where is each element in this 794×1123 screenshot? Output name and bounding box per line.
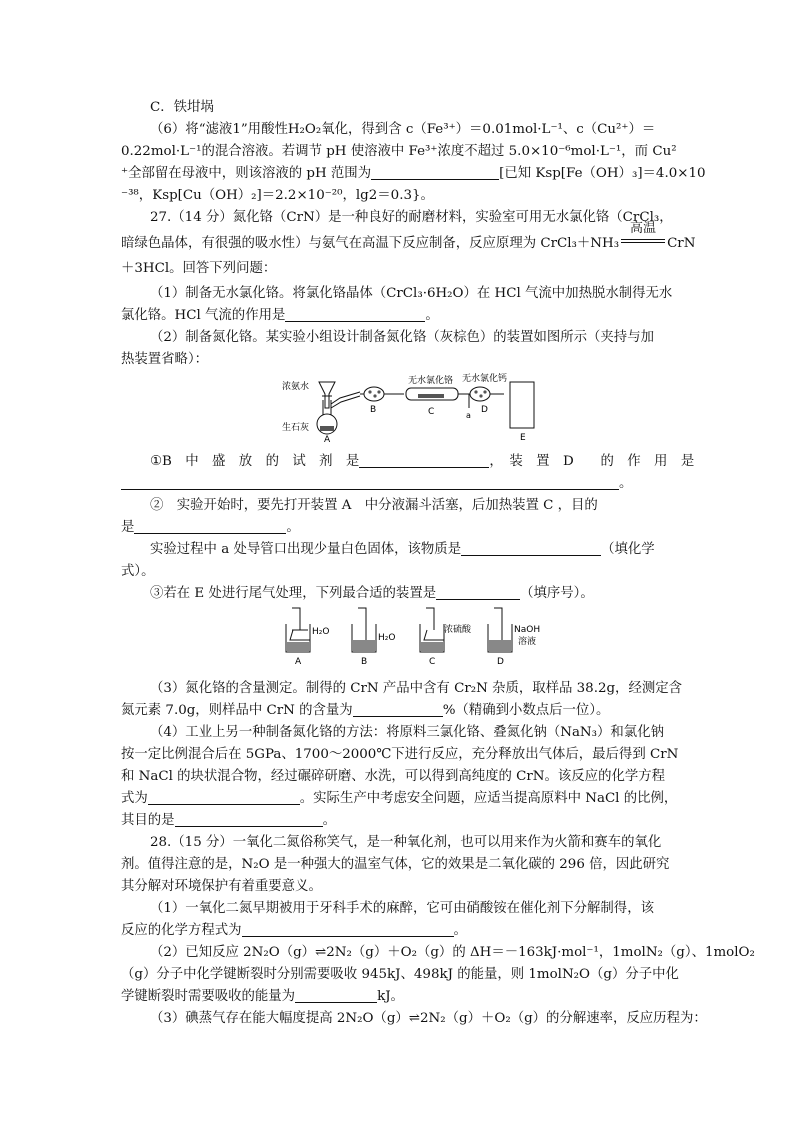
label-ammonia: 浓氨水: [282, 382, 310, 392]
answer-blank[interactable]: [359, 453, 489, 468]
label-lime: 生石灰: [282, 423, 310, 433]
text-line: 其分解对环境保护有着重要意义。: [121, 879, 322, 894]
answer-blank[interactable]: [353, 702, 443, 717]
answer-blank[interactable]: [295, 988, 377, 1003]
answer-blank[interactable]: [285, 307, 425, 322]
text-line: 学键断裂时需要吸收的能量为 kJ。: [121, 989, 404, 1004]
answer-blank[interactable]: [175, 812, 323, 827]
label-cacl2: 无水氯化钙: [462, 374, 508, 384]
answer-blank[interactable]: [134, 519, 286, 534]
reaction-arrow: 高温: [621, 233, 665, 255]
text-line: 式）。: [121, 564, 155, 579]
label-b: B: [370, 405, 377, 415]
option-d-liquid: NaOH: [514, 625, 541, 635]
answer-blank[interactable]: [121, 475, 619, 490]
text-line: （4）工业上另一种制备氮化铬的方法：将原料三氯化铬、叠氮化钠（NaN₃）和氯化钠: [150, 725, 664, 740]
option-d-liquid-2: 溶液: [518, 637, 537, 647]
apparatus-diagram: [278, 372, 538, 444]
label-c: C: [428, 407, 435, 417]
text-line: 反应的化学方程式为 。: [121, 923, 467, 938]
answer-blank[interactable]: [461, 541, 601, 556]
text-line: （2）已知反应 2N₂O（g）⇌2N₂（g）＋O₂（g）的 ΔH＝－163kJ·mol⁻¹，1molN₂（g）、1molO₂: [150, 945, 755, 960]
text-line: 热装置省略）：: [121, 352, 209, 367]
exhaust-options-diagram: [280, 604, 550, 666]
text-line: ⁺全部留在母液中，则该溶液的 pH 范围为 [已知 Ksp[Fe（OH）₃]＝4.0×10: [121, 166, 706, 181]
text-line: （3）碘蒸气存在能大幅度提高 2N₂O（g）⇌2N₂（g）＋O₂（g）的分解速率，反应历程为：: [150, 1011, 707, 1026]
text-line: （1）制备无水氯化铬。将氯化铬晶体（CrCl₃·6H₂O）在 HCl 气流中加热脱水制得无水: [150, 286, 673, 301]
question-28-heading: 28.（15 分）一氧化二氮俗称笑气，是一种氧化剂，也可以用来作为火箭和赛车的氧化: [150, 835, 662, 850]
text-line: 。: [121, 473, 674, 495]
text-line: 实验过程中 a 处导管口出现少量白色固体，该物质是 （填化学: [150, 542, 655, 557]
text-line: （1）一氧化二氮早期被用于牙科手术的麻醉，它可由硝酸铵在催化剂下分解制得，该: [150, 901, 654, 916]
text-line: 0.22mol·L⁻¹的混合溶液。若调节 pH 使溶液中 Fe³⁺浓度不超过 5.0×10⁻⁶mol·L⁻¹，而 Cu²: [121, 144, 677, 159]
option-d-label: D: [497, 657, 504, 666]
label-e: E: [520, 433, 526, 443]
option-a-label: A: [295, 657, 302, 666]
text-line: （2）制备氮化铬。某实验小组设计制备氮化铬（灰棕色）的装置如图所示（夹持与加: [150, 330, 654, 345]
text-line: 其目的是 。: [121, 813, 336, 828]
text-line: 式为 。实际生产中考虑安全问题，应适当提高原料中 NaCl 的比例，: [121, 791, 678, 806]
answer-blank[interactable]: [371, 165, 499, 180]
text-line: 暗绿色晶体，有很强的吸水性）与氨气在高温下反应制备，反应原理为 CrCl₃＋NH₃ 高温 CrN: [121, 233, 674, 255]
label-d: D: [481, 405, 488, 415]
answer-blank[interactable]: [436, 585, 520, 600]
text-line: ①B 中 盛 放 的 试 剂 是 ， 装 置 D 的 作 用 是: [150, 454, 695, 469]
text-line: ⁻³⁸，Ksp[Cu（OH）₂]＝2.2×10⁻²⁰，lg2＝0.3}。: [121, 188, 434, 203]
option-b-label: B: [361, 657, 368, 666]
text-line: 剂。值得注意的是，N₂O 是一种强大的温室气体，它的效果是二氧化碳的 296 倍，因此研究: [121, 857, 670, 872]
option-b-liquid: H₂O: [378, 633, 396, 643]
label-a: A: [324, 435, 331, 444]
option-c-liquid: 浓硫酸: [444, 625, 472, 635]
answer-blank[interactable]: [148, 790, 300, 805]
label-outlet-a: a: [466, 411, 471, 420]
text-line: 按一定比例混合后在 5GPa、1700～2000℃下进行反应，充分释放出气体后，最后得到 CrN: [121, 747, 679, 762]
text-line: （g）分子中化学键断裂时分别需要吸收 945kJ、498kJ 的能量，则 1molN₂O（g）分子中化: [121, 967, 679, 982]
text-line: 氮元素 7.0g，则样品中 CrN 的含量为 %（精确到小数点后一位）。: [121, 703, 610, 718]
label-crcl3: 无水氯化铬: [408, 376, 454, 386]
option-a-liquid: H₂O: [312, 627, 330, 637]
text-line: ③若在 E 处进行尾气处理，下列最合适的装置是 （填序号）。: [150, 586, 594, 601]
answer-blank[interactable]: [242, 922, 454, 937]
question-27-heading: 27.（14 分）氮化铬（CrN）是一种良好的耐磨材料，实验室可用无水氯化铬（CrCl₃，: [150, 210, 673, 225]
text-line: 是 。: [121, 520, 300, 535]
text-line: 和 NaCl 的块状混合物，经过碾碎研磨、水洗，可以得到高纯度的 CrN。该反应的化学方程: [121, 769, 666, 784]
option-c-label: C: [429, 657, 436, 666]
text-line: ＋3HCl。回答下列问题：: [121, 261, 277, 276]
text-line: （6）将“滤液1”用酸性H₂O₂氧化，得到含 c（Fe³⁺）＝0.01mol·L⁻¹、c（Cu²⁺）＝: [150, 122, 656, 137]
text-line: ② 实验开始时，要先打开装置 A 中分液漏斗活塞，后加热装置 C ，目的: [150, 498, 598, 513]
text-line: （3）氮化铬的含量测定。制得的 CrN 产品中含有 Cr₂N 杂质，取样品 38.2g，经测定含: [150, 681, 683, 696]
text-line: C．铁坩埚: [150, 100, 214, 115]
text-line: 氯化铬。HCl 气流的作用是 。: [121, 308, 439, 323]
